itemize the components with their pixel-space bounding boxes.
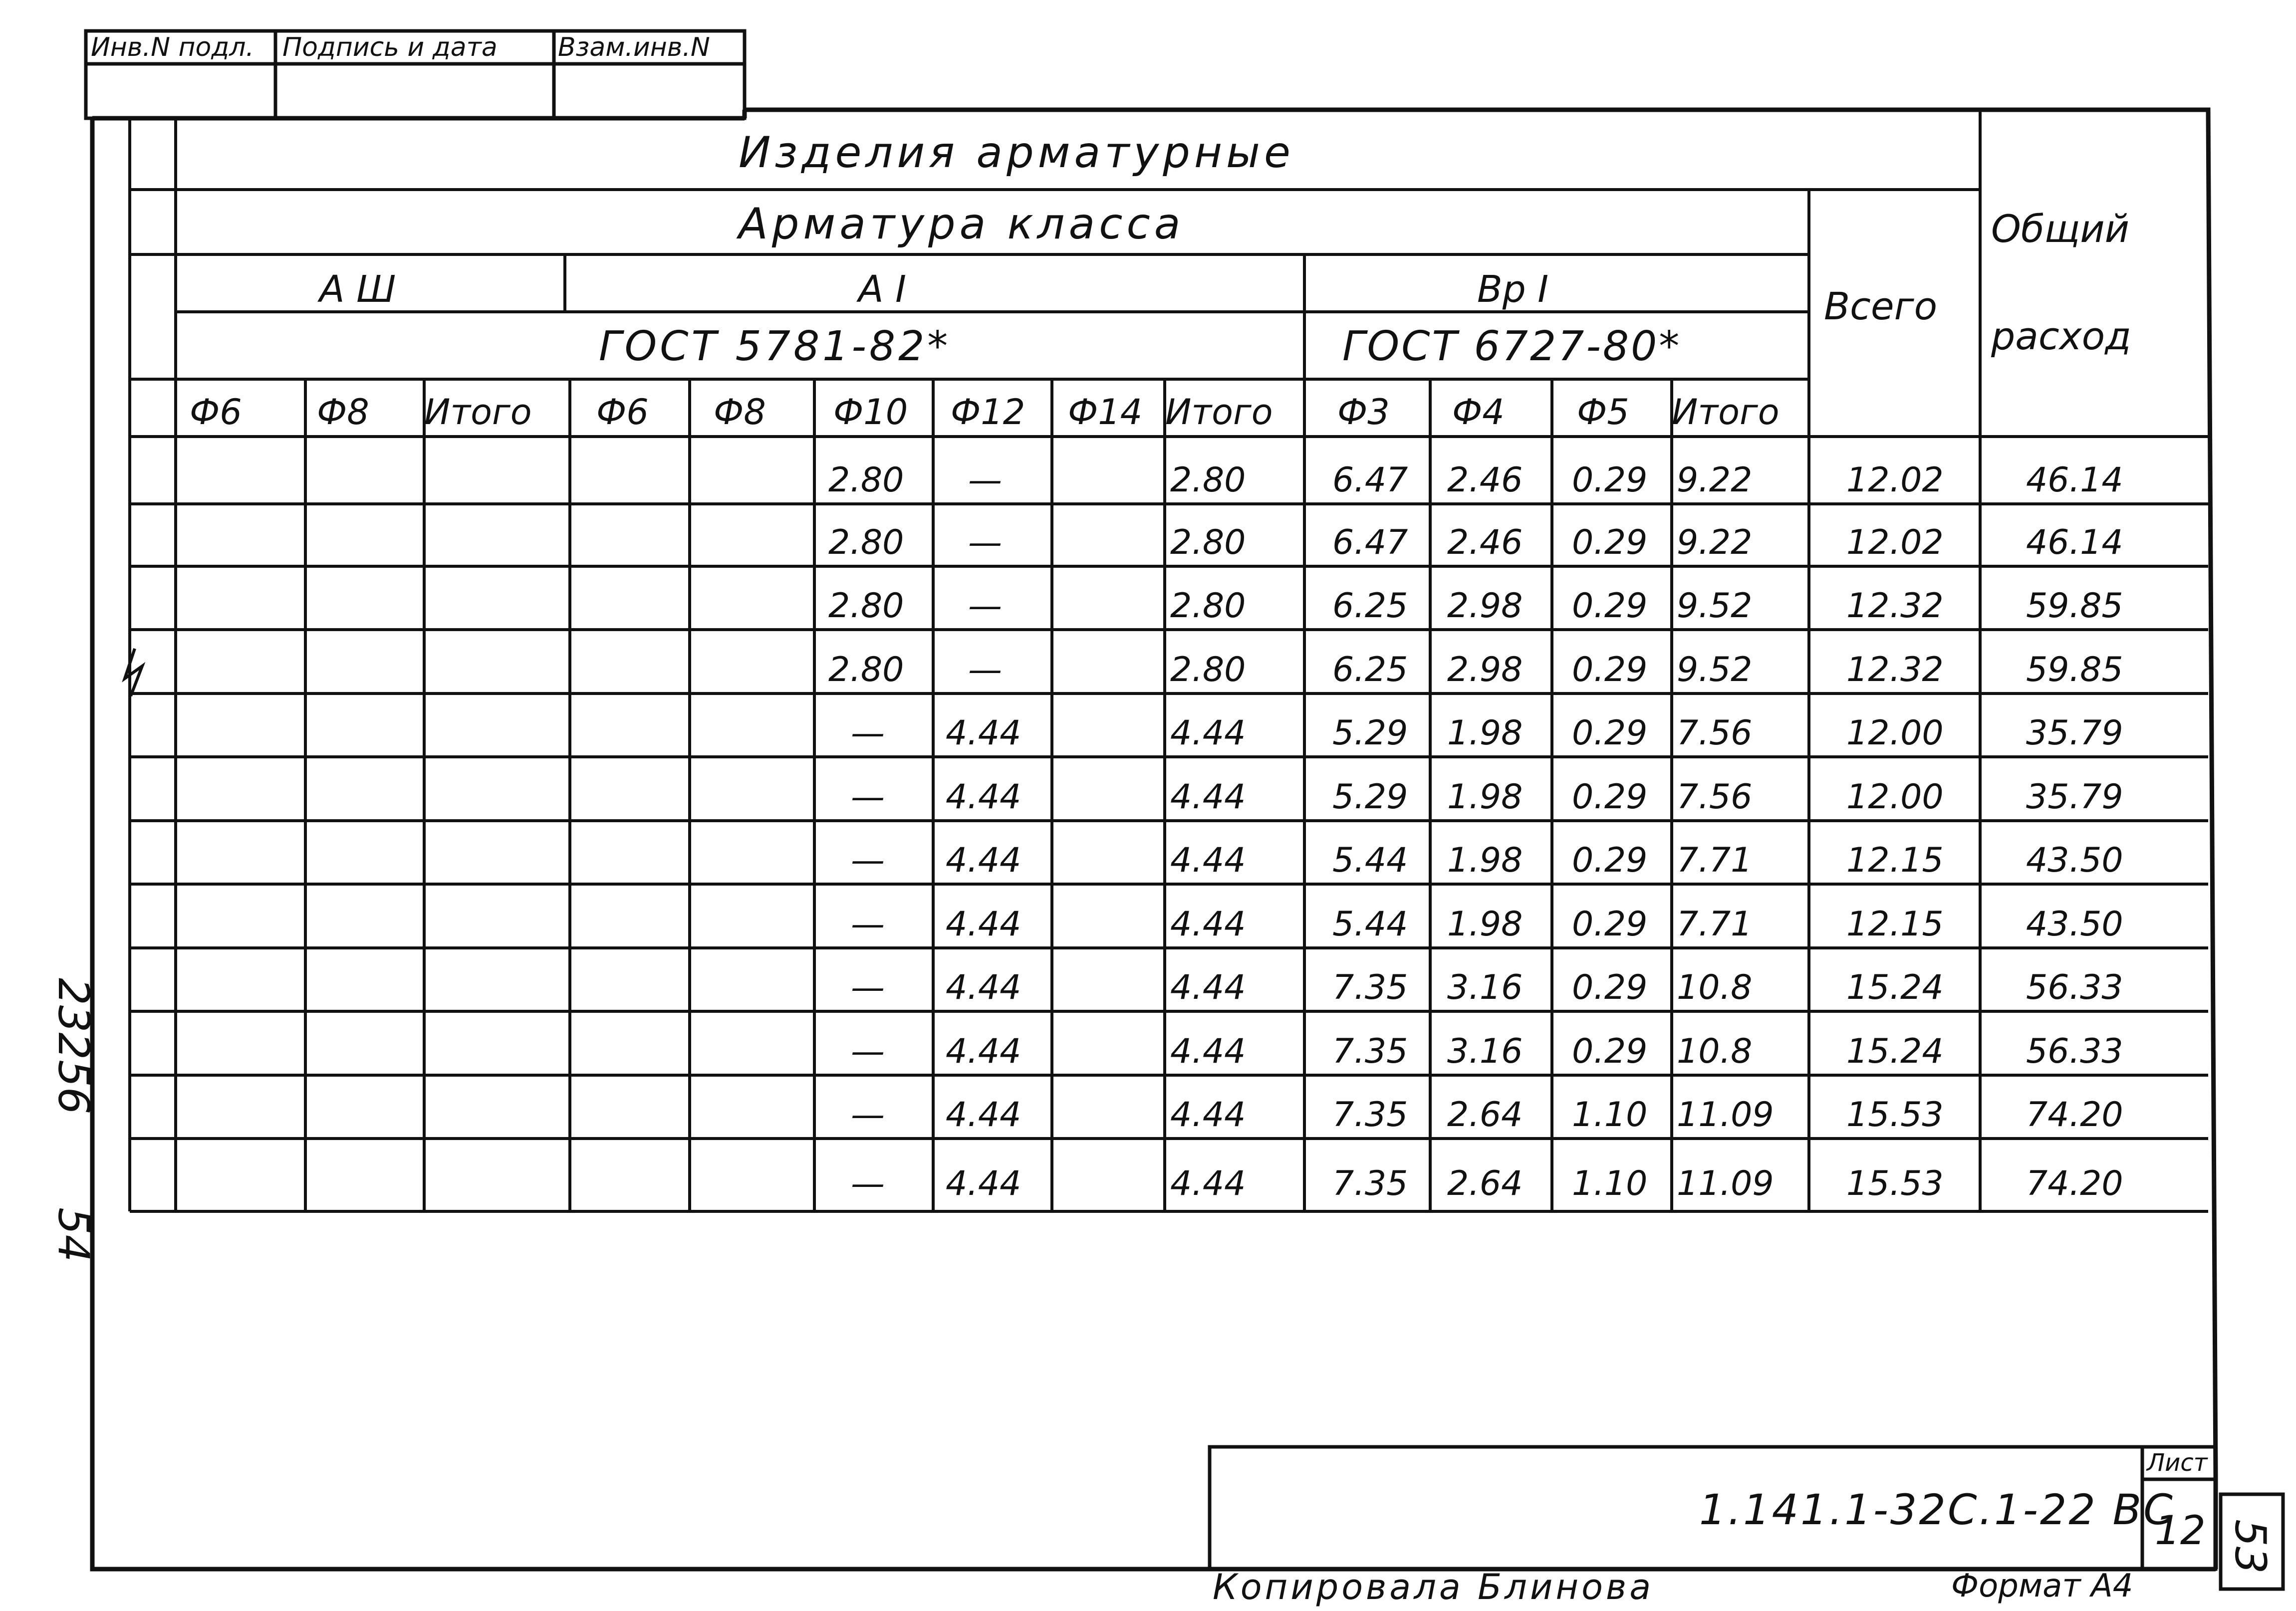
table-cell: 12.32	[1846, 650, 1944, 690]
table-cell: —	[968, 650, 1002, 690]
column-headers	[190, 392, 1780, 433]
table-cell: 7.71	[1677, 905, 1753, 944]
table-cell: 2.80	[828, 586, 904, 626]
table-cell: 0.29	[1572, 841, 1648, 880]
table-cell: 2.80	[1170, 586, 1246, 626]
table-cell: 2.80	[1170, 650, 1246, 690]
table-cell: 56.33	[2026, 968, 2123, 1007]
table-cell: 4.44	[1170, 905, 1246, 944]
table-cell: 9.22	[1677, 523, 1753, 562]
column-header: Ф8	[714, 392, 766, 433]
table-cell: 5.44	[1332, 905, 1408, 944]
table-cell: 3.16	[1447, 1032, 1523, 1071]
table-cell: 2.98	[1447, 586, 1523, 626]
table-cell: 4.44	[1170, 968, 1246, 1007]
document-code: 1.141.1-32С.1-22 ВС	[1699, 1485, 2175, 1534]
table-cell: 0.29	[1572, 905, 1648, 944]
column-header: Ф4	[1452, 392, 1505, 433]
column-header: Ф12	[951, 392, 1025, 433]
table-cell: 4.44	[946, 713, 1021, 753]
table-cell: 4.44	[1170, 777, 1246, 817]
table-cell: 15.53	[1846, 1164, 1944, 1203]
table-cell: 2.80	[1170, 460, 1246, 500]
group-bp1: Вр I	[1477, 268, 1549, 311]
table-cell: 4.44	[946, 1095, 1021, 1135]
sheet-label: Лист	[2147, 1449, 2208, 1477]
table-cell: 12.15	[1846, 905, 1944, 944]
table-cell: 4.44	[1170, 841, 1246, 880]
table-cell: 7.35	[1332, 1095, 1408, 1135]
table-cell: 2.46	[1447, 523, 1523, 562]
table-cell: 0.29	[1572, 586, 1648, 626]
table-cell: 5.29	[1332, 777, 1408, 817]
table-cell: 12.00	[1846, 713, 1944, 753]
column-header: Ф14	[1068, 392, 1143, 433]
table-cell: 74.20	[2026, 1164, 2123, 1203]
table-cell: 1.98	[1447, 841, 1523, 880]
sheet-frame	[92, 110, 2216, 1569]
table-cell: 7.35	[1332, 968, 1408, 1007]
table-cell: 6.25	[1332, 650, 1408, 690]
table-cell: 3.16	[1447, 968, 1523, 1007]
table-cell: 7.71	[1677, 841, 1753, 880]
table-cell: 5.44	[1332, 841, 1408, 880]
stamp-inv-podl: Инв.N подл.	[91, 32, 255, 62]
group-a1: А I	[858, 268, 906, 311]
table-cell: 10.8	[1677, 968, 1753, 1007]
table-cell: 2.80	[1170, 523, 1246, 562]
sheet-number: 12	[2155, 1507, 2206, 1554]
table-cell: 59.85	[2026, 586, 2123, 626]
table-cell: 0.29	[1572, 777, 1648, 817]
table-cell: 4.44	[1170, 713, 1246, 753]
table-cell: 2.64	[1447, 1164, 1523, 1203]
break-mark	[125, 649, 142, 696]
table-cell: 7.35	[1332, 1164, 1408, 1203]
table-cell: 15.24	[1846, 1032, 1944, 1071]
table-cell: —	[851, 905, 885, 944]
table-cell: —	[968, 586, 1002, 626]
table-cell: —	[968, 460, 1002, 500]
table-cell: 1.98	[1447, 905, 1523, 944]
table-cell: 12.32	[1846, 586, 1944, 626]
table-cell: 0.29	[1572, 713, 1648, 753]
left-number-bottom: 54	[48, 1207, 98, 1262]
column-header: Итого	[1165, 392, 1273, 433]
table-cell: 4.44	[946, 905, 1021, 944]
table-cell: 11.09	[1677, 1164, 1774, 1203]
table-cell: —	[851, 1032, 885, 1071]
table-cell: 4.44	[946, 968, 1021, 1007]
table-cell: —	[851, 713, 885, 753]
table-cell: 1.10	[1572, 1164, 1648, 1203]
table-cell: 2.80	[828, 460, 904, 500]
column-header: Ф6	[190, 392, 242, 433]
column-header: Итого	[424, 392, 532, 433]
column-header: Итого	[1672, 392, 1780, 433]
column-header: Ф5	[1577, 392, 1629, 433]
table-cell: 2.80	[828, 650, 904, 690]
group-a3: А Ш	[319, 268, 396, 311]
table-cell: 4.44	[946, 777, 1021, 817]
table-cell: 35.79	[2026, 713, 2123, 753]
table-cell: 7.56	[1677, 713, 1753, 753]
table-cell: 9.52	[1677, 650, 1753, 690]
table-cell: 6.47	[1332, 523, 1408, 562]
table-cell: 15.53	[1846, 1095, 1944, 1135]
table-cell: 9.52	[1677, 586, 1753, 626]
class-header: Арматура класса	[739, 199, 1185, 249]
table-cell: 6.47	[1332, 460, 1408, 500]
table-cell: 46.14	[2026, 460, 2123, 500]
table-cell: 43.50	[2026, 841, 2123, 880]
table-cell: 12.02	[1846, 523, 1944, 562]
table-cell: 74.20	[2026, 1095, 2123, 1135]
table-cell: 4.44	[946, 1164, 1021, 1203]
column-header: Ф10	[833, 392, 908, 433]
table-cell: 59.85	[2026, 650, 2123, 690]
table-cell: 4.44	[946, 1032, 1021, 1071]
table-cell: 7.35	[1332, 1032, 1408, 1071]
table-cell: 4.44	[1170, 1164, 1246, 1203]
table-cell: 1.98	[1447, 777, 1523, 817]
table-cell: 0.29	[1572, 523, 1648, 562]
table-rows	[828, 460, 2123, 1203]
table-cell: 11.09	[1677, 1095, 1774, 1135]
right-number: 53	[2225, 1519, 2275, 1574]
table-cell: 6.25	[1332, 586, 1408, 626]
table-cell: 0.29	[1572, 460, 1648, 500]
table-cell: 1.98	[1447, 713, 1523, 753]
table-cell: 4.44	[1170, 1095, 1246, 1135]
table-cell: 35.79	[2026, 777, 2123, 817]
table-cell: 56.33	[2026, 1032, 2123, 1071]
stamp-podpis-data: Подпись и дата	[282, 32, 498, 62]
table-cell: 7.56	[1677, 777, 1753, 817]
table-cell: 0.29	[1572, 968, 1648, 1007]
table-cell: 2.98	[1447, 650, 1523, 690]
table-cell: 0.29	[1572, 650, 1648, 690]
table-cell: 5.29	[1332, 713, 1408, 753]
gost-a: ГОСТ 5781-82*	[599, 323, 951, 370]
table-cell: 10.8	[1677, 1032, 1753, 1071]
copied-by: Копировала Блинова	[1213, 1567, 1654, 1608]
table-cell: 43.50	[2026, 905, 2123, 944]
gost-b: ГОСТ 6727-80*	[1342, 323, 1682, 370]
table-cell: 0.29	[1572, 1032, 1648, 1071]
table-cell: 1.10	[1572, 1095, 1648, 1135]
column-header: Ф6	[596, 392, 649, 433]
table-cell: 2.64	[1447, 1095, 1523, 1135]
table-cell: 15.24	[1846, 968, 1944, 1007]
table-cell: 12.02	[1846, 460, 1944, 500]
column-header: Ф3	[1337, 392, 1390, 433]
table-cell: —	[851, 968, 885, 1007]
obshchiy-header: Общий	[1991, 207, 2130, 251]
table-cell: —	[851, 1095, 885, 1135]
table-cell: —	[851, 777, 885, 817]
table-cell: 2.80	[828, 523, 904, 562]
vsego-header: Всего	[1824, 284, 1938, 328]
table-cell: 46.14	[2026, 523, 2123, 562]
table-cell: 9.22	[1677, 460, 1753, 500]
raskhod-header: расход	[1991, 314, 2131, 358]
table-title: Изделия арматурные	[739, 128, 1294, 178]
table-cell: 4.44	[1170, 1032, 1246, 1071]
column-header: Ф8	[317, 392, 369, 433]
table-cell: 12.00	[1846, 777, 1944, 817]
table-cell: —	[968, 523, 1002, 562]
stamp-vzam-inv: Взам.инв.N	[558, 32, 710, 62]
table-cell: 12.15	[1846, 841, 1944, 880]
table-cell: —	[851, 1164, 885, 1203]
left-number-top: 23256	[48, 978, 98, 1115]
table-cell: 2.46	[1447, 460, 1523, 500]
format-label: Формат А4	[1951, 1568, 2133, 1605]
table-cell: 4.44	[946, 841, 1021, 880]
table-cell: —	[851, 841, 885, 880]
